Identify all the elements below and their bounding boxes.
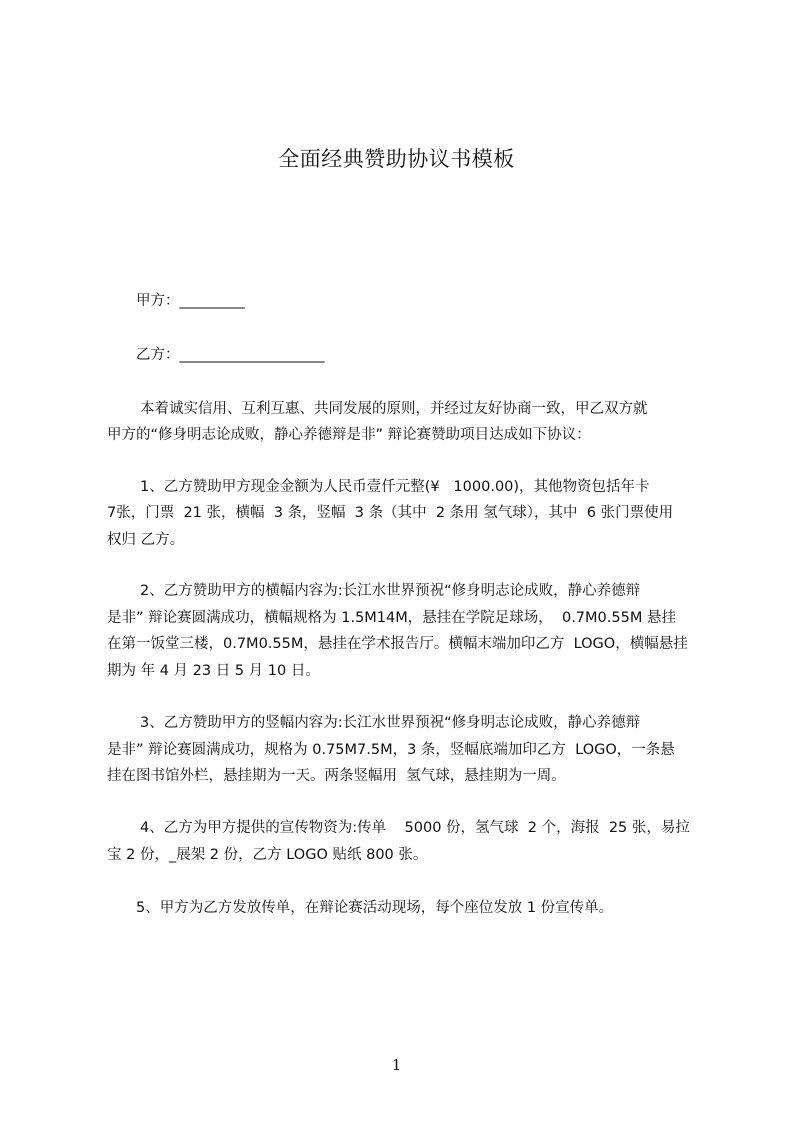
paragraph-line: 4、乙方为甲方提供的宣传物资为:传单 5000 份，氢气球 2 个，海报 25 张，易拉 [140, 820, 690, 836]
paragraph-line: 5、甲方为乙方发放传单，在辩论赛活动现场，每个座位发放 1 份宣传单。 [136, 900, 614, 916]
paragraph-line: 宝 2 份，_展架 2 份，乙方 LOGO 贴纸 800 张。 [107, 847, 428, 863]
paragraph-line: 7张，门票 21 张，横幅 3 条，竖幅 3 条（其中 2 条用 氢气球），其中 6 张门票使用 [107, 505, 674, 521]
paragraph-line: 甲方的“修身明志论成败，静心养德辩是非” 辩论赛赞助项目达成如下协议： [107, 427, 591, 443]
page-number: 1 [391, 1056, 402, 1074]
paragraph-line: 期为 年 4 月 23 日 5 月 10 日。 [107, 663, 320, 679]
paragraph-line: 是非” 辩论赛圆满成功，横幅规格为 1.5M14M，悬挂在学院足球场， 0.7M0.55M 悬挂 [107, 610, 676, 626]
paragraph-line: 是非” 辩论赛圆满成功，规格为 0.75M7.5M，3 条，竖幅底端加印乙方 LOGO，一条悬 [107, 742, 675, 758]
party-a-line: 甲方：_________ [136, 293, 245, 309]
party-b-line: 乙方：____________________ [136, 347, 325, 363]
paragraph-line: 挂在图书馆外栏，悬挂期为一天。两条竖幅用 氢气球，悬挂期为一周。 [107, 768, 566, 784]
paragraph-line: 2、乙方赞助甲方的横幅内容为:长江水世界预祝“修身明志论成败，静心养德辩 [140, 583, 641, 599]
paragraph-line: 3、乙方赞助甲方的竖幅内容为:长江水世界预祝“修身明志论成败，静心养德辩 [140, 715, 641, 731]
paragraph-line: 权归 乙方。 [107, 532, 185, 548]
paragraph-line: 1、乙方赞助甲方现金金额为人民币壹仟元整(¥ 1000.00)，其他物资包括年卡 [140, 479, 650, 495]
paragraph-line: 在第一饭堂三楼，0.7M0.55M，悬挂在学术报告厅。横幅末端加印乙方 LOGO，横幅悬挂 [107, 636, 688, 652]
paragraph-line: 本着诚实信用、互利互惠、共同发展的原则，并经过友好协商一致，甲乙双方就 [140, 401, 648, 417]
document-title: 全面经典赞助协议书模板 [278, 147, 515, 171]
